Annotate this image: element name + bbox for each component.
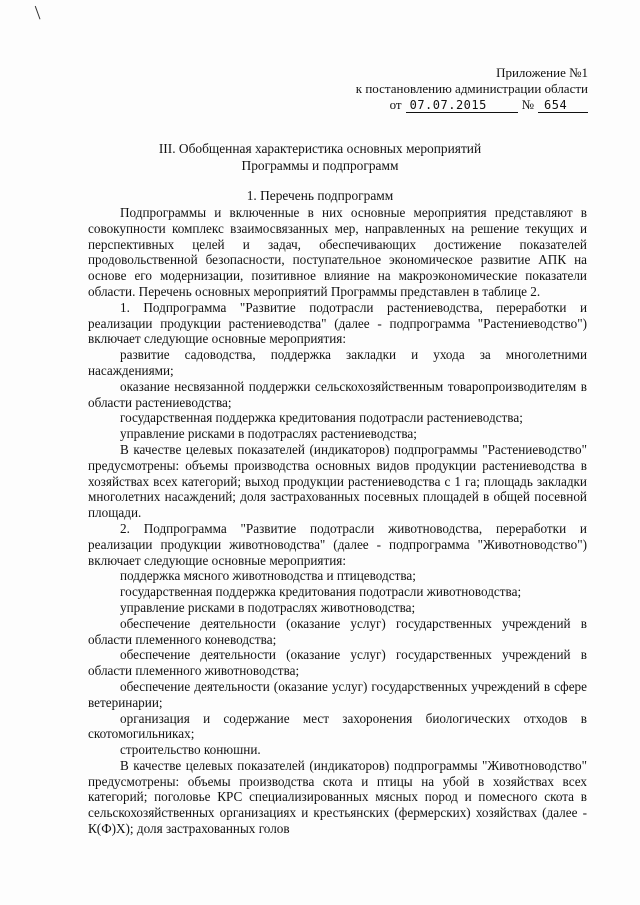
list-item: поддержка мясного животноводства и птицеводства; bbox=[120, 568, 416, 584]
list-item: обеспечение деятельности (оказание услуг) государственных учреждений в области племенного коневодства; bbox=[88, 615, 587, 647]
list-item: управление рисками в подотраслях растениеводства; bbox=[120, 426, 417, 442]
paragraph: В качестве целевых показателей (индикаторов) подпрограммы "Животноводство" предусмотрены: объемы производства скота и птицы на убой в хозяйствах всех категорий; поголовье КРС специализированных мясных пород и помесного скота в сельскохозяйственных организациях и крестьянских (фермерских) хозяйствах (далее - К(Ф)Х); доля застрахованных голов bbox=[88, 757, 587, 837]
appendix-title: Приложение №1 bbox=[496, 65, 588, 80]
appendix-header bbox=[356, 65, 588, 113]
list-item: организация и содержание мест захоронения биологических отходов в скотомогильниках; bbox=[88, 710, 587, 742]
date-prefix: от bbox=[389, 97, 402, 112]
list-item: обеспечение деятельности (оказание услуг) государственных учреждений в области племенного животноводства; bbox=[88, 647, 587, 679]
list-item: оказание несвязанной поддержки сельскохозяйственным товаропроизводителям в области растениеводства; bbox=[88, 378, 587, 410]
number-prefix: № bbox=[521, 97, 534, 112]
paragraph: Подпрограммы и включенные в них основные мероприятия представляют в совокупности комплекс взаимосвязанных мер, направленных на решение текущих и перспективных целей и задач, обеспечивающих достижение показателей продовольственной безопасности, поступательное экономическое развитие АПК на основе его модернизации, позитивное влияние на макроэкономические показатели области. Перечень основных мероприятий Программы представлен в таблице 2. bbox=[88, 205, 587, 299]
paragraph: 2. Подпрограмма "Развитие подотрасли животноводства, переработки и реализации продукции животноводства" (далее - подпрограмма "Животноводство") включает следующие основные мероприятия: bbox=[88, 520, 587, 568]
scan-artifact-mark bbox=[35, 5, 44, 20]
handwritten-date: 07.07.2015 bbox=[406, 98, 518, 113]
appendix-date-number bbox=[356, 97, 588, 113]
paragraph: В качестве целевых показателей (индикаторов) подпрограммы "Растениеводство" предусмотрены: объемы производства основных видов продукции растениеводства в хозяйствах всех категорий; выход продукции растениеводства с 1 га; площадь закладки многолетних насаждений; доля застрахованных посевных площадей в общей посевной площади. bbox=[88, 441, 587, 521]
list-item: обеспечение деятельности (оказание услуг) государственных учреждений в сфере ветеринарии; bbox=[88, 678, 587, 710]
paragraph: 1. Подпрограмма "Развитие подотрасли растениеводства, переработки и реализации продукции растениеводства" (далее - подпрограмма "Растениеводство") включает следующие основные мероприятия: bbox=[88, 299, 587, 347]
list-item: государственная поддержка кредитования подотрасли животноводства; bbox=[120, 584, 522, 600]
section-title bbox=[0, 140, 640, 174]
document-body bbox=[88, 205, 587, 837]
appendix-reference: к постановлению администрации области bbox=[355, 81, 588, 96]
section-title-line1: III. Обобщенная характеристика основных мероприятий bbox=[158, 141, 482, 156]
list-item: государственная поддержка кредитования подотрасли растениеводства; bbox=[120, 410, 523, 426]
list-item: строительство конюшни. bbox=[120, 742, 261, 758]
list-item: развитие садоводства, поддержка закладки и ухода за многолетними насаждениями; bbox=[88, 347, 587, 378]
handwritten-number: 654 bbox=[538, 98, 588, 113]
section-title-line2: Программы и подпрограмм bbox=[241, 158, 399, 173]
list-item: управление рисками в подотраслях животноводства; bbox=[120, 599, 416, 615]
subsection-title: 1. Перечень подпрограмм bbox=[246, 188, 394, 203]
